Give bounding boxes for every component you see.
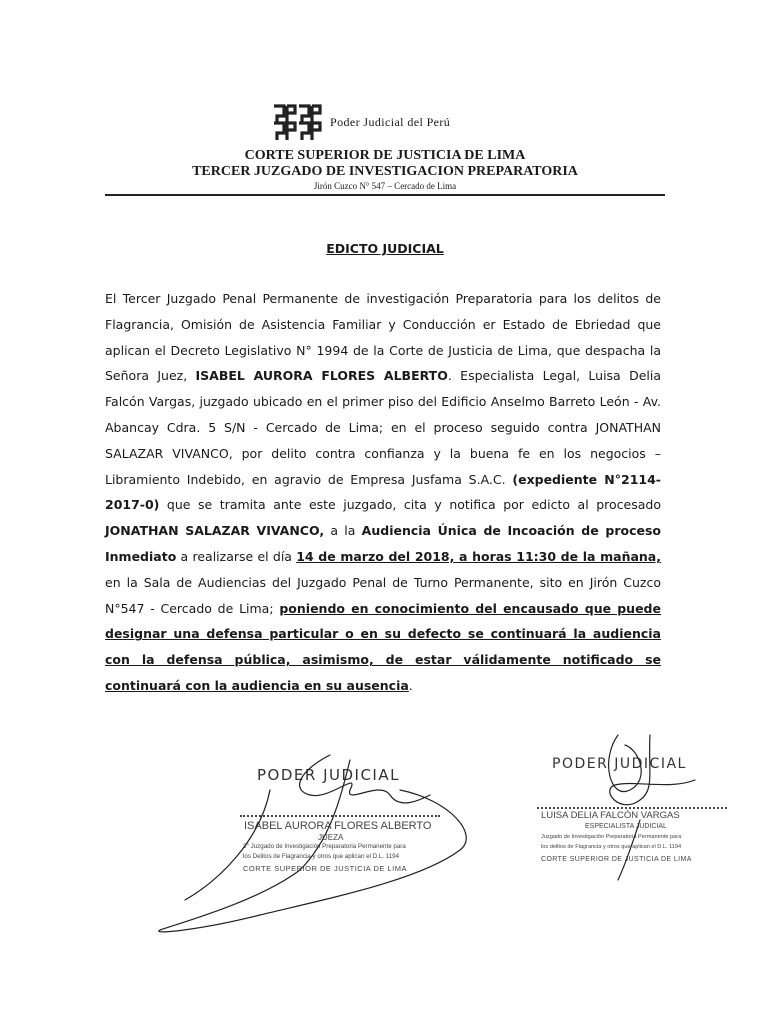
stamp-right-name: LUISA DELIA FALCÓN VARGAS <box>541 810 680 821</box>
body-text-5: a realizarse el día <box>176 548 297 564</box>
institution-name: Poder Judicial del Perú <box>330 115 451 129</box>
document-title: EDICTO JUDICIAL <box>326 241 444 256</box>
stamp-right-line1: Juzgado de Investigación Preparatoria Permanente para <box>541 834 682 840</box>
stamp-right-title: PODER JUDICIAL <box>552 756 687 772</box>
stamp-right-line2: los delitos de Flagrancia y otros que aplican el D.L. 1194 <box>541 844 682 850</box>
stamp-left-title: PODER JUDICIAL <box>257 766 400 784</box>
stamp-left-line2: los Delitos de Flagrancia y otros que aplican el D.L. 1194 <box>243 853 400 860</box>
body-text-1: El Tercer Juzgado Penal Permanente de investigación Preparatoria para los delitos de Flagrancia, Omisión de Asistencia Familiar y Conducción er Estado de Ebriedad que aplican el Decreto Legislativo N° 1994 de la Corte de Justicia de Lima, que despacha la Señora Juez, <box>105 291 661 384</box>
stamp-left-role: JUEZA <box>318 833 344 842</box>
stamp-left-line1: 3° Juzgado de Investigación Preparatoria Permanente para <box>243 843 406 850</box>
body-text-4: a la <box>324 523 362 539</box>
stamp-left-court: CORTE SUPERIOR DE JUSTICIA DE LIMA <box>243 864 407 873</box>
court-address: Jirón Cuzco N° 547 – Cercado de Lima <box>313 181 457 191</box>
left-signature-icon <box>159 755 467 932</box>
stamp-right-court: CORTE SUPERIOR DE JUSTICIA DE LIMA <box>541 856 692 863</box>
hearing-name: Audiencia Única de Incoación de proceso Inmediato <box>105 523 661 564</box>
case-number: (expediente N°2114-2017-0) <box>105 471 661 513</box>
body-text-6: en la Sala de Audiencias del Juzgado Penal de Turno Permanente, sito en Jirón Cuzco N°547 - Cercado de Lima; <box>105 574 661 616</box>
accused-name: JONATHAN SALAZAR VIVANCO, <box>105 523 325 539</box>
body-text-2: . Especialista Legal, Luisa Delia Falcón Vargas, juzgado ubicado en el primer piso del Edificio Anselmo Barreto León - Av. Abancay Cdra. 5 S/N - Cercado de Lima; en el proceso seguido contra JONATHAN SALAZAR VIVANCO, por delito contra confianza y la buena fe en los negocios – Libramiento Indebido, en agravio de Empresa Jusfama S.A.C. <box>105 368 661 487</box>
judge-name: ISABEL AURORA FLORES ALBERTO <box>195 368 448 384</box>
right-signature-icon <box>609 735 695 880</box>
juzgado-name: TERCER JUZGADO DE INVESTIGACION PREPARATORIA <box>192 164 578 179</box>
court-name: CORTE SUPERIOR DE JUSTICIA DE LIMA <box>244 148 526 163</box>
defense-notice: poniendo en conocimiento del encausado que puede designar una defensa particular o en su defecto se continuará la audiencia con la defensa pública, asimismo, de estar válidamente notificado se continuará con la audiencia en su ausencia <box>105 600 661 693</box>
body-text-3: que se tramita ante este juzgado, cita y notifica por edicto al procesado <box>159 497 661 513</box>
body-end: . <box>408 677 413 693</box>
stamp-right-role: ESPECIALISTA JUDICIAL <box>585 823 667 830</box>
stamp-left-name: ISABEL AURORA FLORES ALBERTO <box>244 820 432 832</box>
hearing-date: 14 de marzo del 2018, a horas 11:30 de la mañana, <box>296 548 661 564</box>
